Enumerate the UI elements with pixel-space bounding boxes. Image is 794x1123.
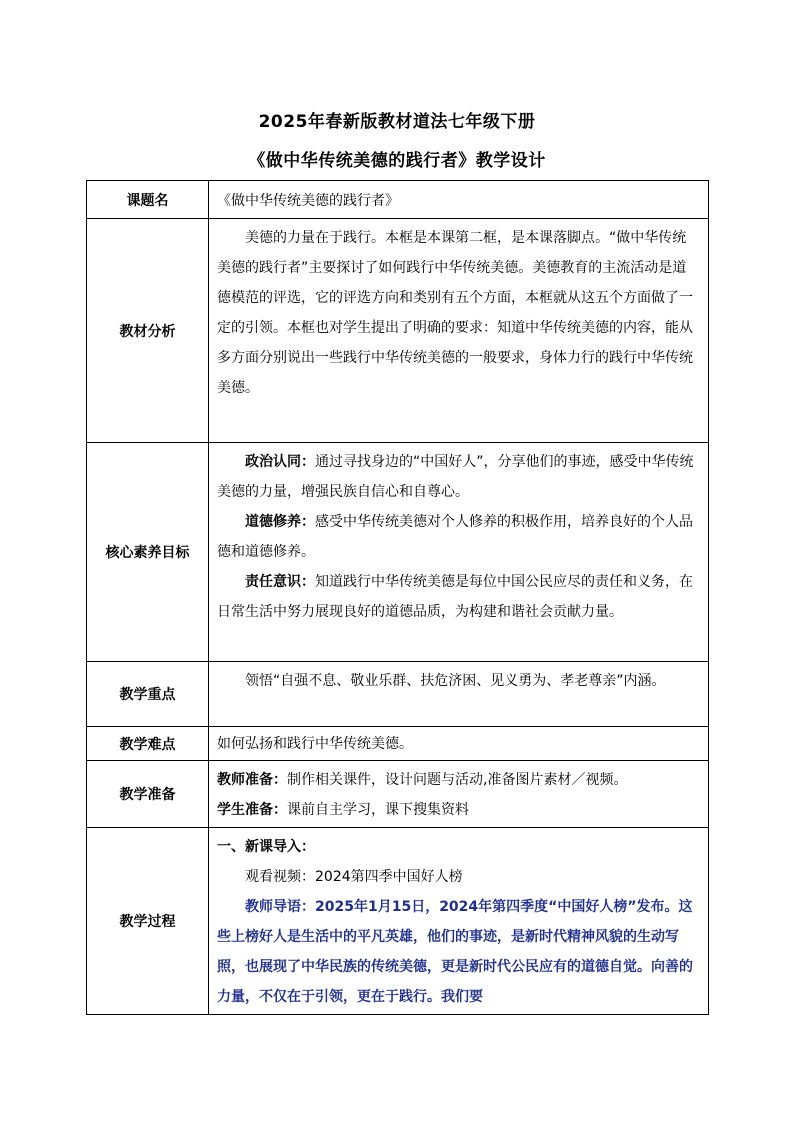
goal-head: 责任意识	[245, 574, 301, 590]
process-teacher-guide: 教师导语：2025年1月15日，2024年第四季度“中国好人榜”发布。这些上榜好人是生活中的平凡英雄，他们的事迹，是新时代精神风貌的生动写照，也展现了中华民族的传统美德，更是新时代公民应有的道德自觉。向善的力量，不仅在于引领，更在于践行。我们要	[217, 899, 693, 1005]
table-row-difficulty	[87, 727, 709, 761]
label-analysis: 教材分析	[87, 219, 209, 443]
process-section-heading: 一、新课导入：	[217, 839, 315, 855]
label-focus: 教学重点	[87, 662, 209, 727]
difficulty-text: 如何弘扬和践行中华传统美德。	[217, 735, 413, 752]
document-title: 2025年春新版教材道法七年级下册	[258, 112, 536, 132]
goal-body: 通过寻找身边的“中国好人”，分享他们的事迹，感受中华传统美德的力量，增强民族自信心和自尊心。	[217, 454, 694, 500]
cell-difficulty	[209, 727, 709, 761]
topic-text: 《做中华传统美德的践行者》	[217, 192, 399, 209]
process-video: 观看视频：2024第四季中国好人榜	[245, 869, 463, 885]
table-row-prep	[87, 761, 709, 828]
label-process: 教学过程	[87, 828, 209, 1015]
cell-topic	[209, 181, 709, 219]
prep-student: 学生准备：课前自主学习，课下搜集资料	[217, 802, 469, 818]
goal-head: 政治认同	[245, 454, 301, 470]
prep-student-body: 课前自主学习，课下搜集资料	[287, 802, 469, 818]
prep-teacher-body: 制作相关课件，设计问题与活动,准备图片素材／视频。	[287, 772, 628, 788]
goal-head: 道德修养	[245, 514, 301, 530]
table-row-process	[87, 828, 709, 1015]
analysis-text: 美德的力量在于践行。本框是本课第二框，是本课落脚点。“做中华传统美德的践行者”主要探讨了如何践行中华传统美德。美德教育的主流活动是道德模范的评选，它的评选方向和类别有五个方面，本框就从这五个方面做了一定的引领。本框也对学生提出了明确的要求：知道中华传统美德的内容，能从多方面分别说出一些践行中华传统美德的一般要求，身体力行的践行中华传统美德。	[217, 230, 693, 396]
label-prep: 教学准备	[87, 761, 209, 828]
cell-prep	[209, 761, 709, 828]
prep-teacher-head: 教师准备	[217, 772, 273, 788]
prep-student-head: 学生准备	[217, 802, 273, 818]
lesson-plan-table	[86, 180, 709, 1015]
table-row-topic	[87, 181, 709, 219]
label-difficulty: 教学难点	[87, 727, 209, 761]
label-goals: 核心素养目标	[87, 443, 209, 662]
goal-body: 知道践行中华传统美德是每位中国公民应尽的责任和义务，在日常生活中努力展现良好的道德品质，为构建和谐社会贡献力量。	[217, 574, 693, 620]
label-topic: 课题名	[87, 181, 209, 219]
cell-process	[209, 828, 709, 1015]
document-subtitle: 《做中华传统美德的践行者》教学设计	[248, 151, 546, 171]
goal-item: 责任意识：知道践行中华传统美德是每位中国公民应尽的责任和义务，在日常生活中努力展现良好的道德品质，为构建和谐社会贡献力量。	[217, 574, 693, 620]
focus-text: 领悟“自强不息、敬业乐群、扶危济困、见义勇为、孝老尊亲”内涵。	[245, 673, 666, 689]
prep-teacher: 教师准备：制作相关课件，设计问题与活动,准备图片素材／视频。	[217, 772, 628, 788]
table-row-analysis	[87, 219, 709, 443]
cell-focus	[209, 662, 709, 727]
goal-item: 政治认同：通过寻找身边的“中国好人”，分享他们的事迹，感受中华传统美德的力量，增强民族自信心和自尊心。	[217, 454, 694, 500]
table-row-focus	[87, 662, 709, 727]
goal-body: 感受中华传统美德对个人修养的积极作用，培养良好的个人品德和道德修养。	[217, 514, 693, 560]
table-row-goals	[87, 443, 709, 662]
cell-goals	[209, 443, 709, 662]
goal-item: 道德修养：感受中华传统美德对个人修养的积极作用，培养良好的个人品德和道德修养。	[217, 514, 693, 560]
cell-analysis	[209, 219, 709, 443]
